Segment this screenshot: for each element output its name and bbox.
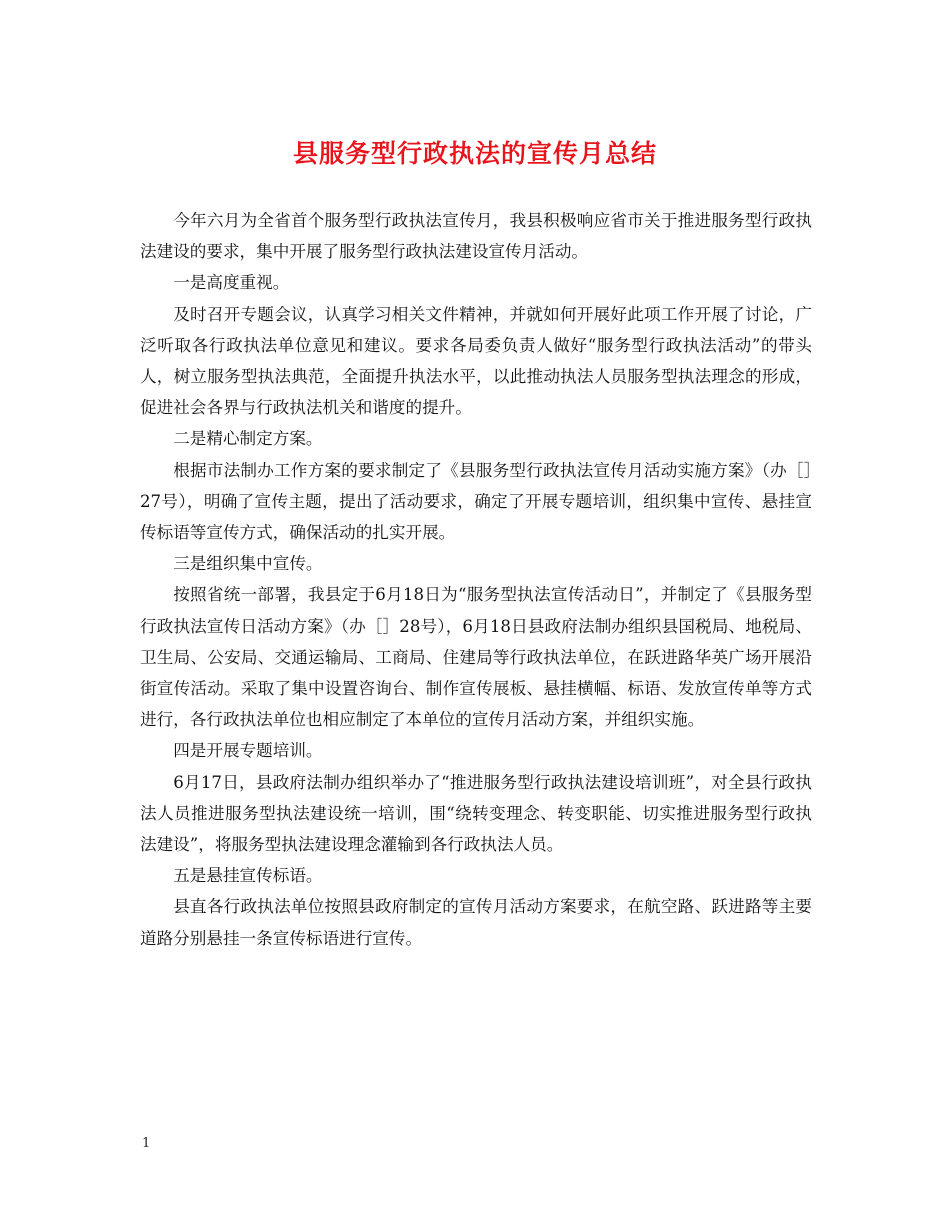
document-title: 县服务型行政执法的宣传月总结 <box>292 139 657 168</box>
page-number: 1 <box>142 1136 151 1151</box>
section-heading-4: 四是开展专题培训。 <box>173 741 323 761</box>
section-heading-5: 五是悬挂宣传标语。 <box>173 866 323 886</box>
paragraph-section-2: 根据市法制办工作方案的要求制定了《县服务型行政执法宣传月活动实施方案》（办［］27号），明确了宣传主题，提出了活动要求，确定了开展专题培训，组织集中宣传、悬挂宣传标语等宣传方式，确保活动的扎实开展。 <box>140 460 812 543</box>
section-heading-2: 二是精心制定方案。 <box>173 429 323 449</box>
document-body <box>140 205 812 954</box>
paragraph-section-5: 县直各行政执法单位按照县政府制定的宣传月活动方案要求，在航空路、跃进路等主要道路分别悬挂一条宣传标语进行宣传。 <box>140 897 812 948</box>
section-heading-3: 三是组织集中宣传。 <box>173 554 323 574</box>
paragraph-section-3: 按照省统一部署，我县定于6月18日为“服务型执法宣传活动日”，并制定了《县服务型行政执法宣传日活动方案》（办［］28号），6月18日县政府法制办组织县国税局、地税局、卫生局、公安局、交通运输局、工商局、住建局等行政执法单位，在跃进路华英广场开展沿街宣传活动。采取了集中设置咨询台、制作宣传展板、悬挂横幅、标语、发放宣传单等方式进行，各行政执法单位也相应制定了本单位的宣传月活动方案，并组织实施。 <box>140 585 812 730</box>
paragraph-section-1: 及时召开专题会议，认真学习相关文件精神，并就如何开展好此项工作开展了讨论，广泛听取各行政执法单位意见和建议。要求各局委负责人做好“服务型行政执法活动”的带头人，树立服务型执法典范，全面提升执法水平，以此推动执法人员服务型执法理念的形成，促进社会各界与行政执法机关和谐度的提升。 <box>140 304 812 418</box>
paragraph-intro: 今年六月为全省首个服务型行政执法宣传月，我县积极响应省市关于推进服务型行政执法建设的要求，集中开展了服务型行政执法建设宣传月活动。 <box>140 211 812 262</box>
paragraph-section-4: 6月17日，县政府法制办组织举办了“推进服务型行政执法建设培训班”，对全县行政执法人员推进服务型执法建设统一培训，围“绕转变理念、转变职能、切实推进服务型行政执法建设”，将服务型执法建设理念灌输到各行政执法人员。 <box>140 772 812 855</box>
section-heading-1: 一是高度重视。 <box>173 273 290 293</box>
